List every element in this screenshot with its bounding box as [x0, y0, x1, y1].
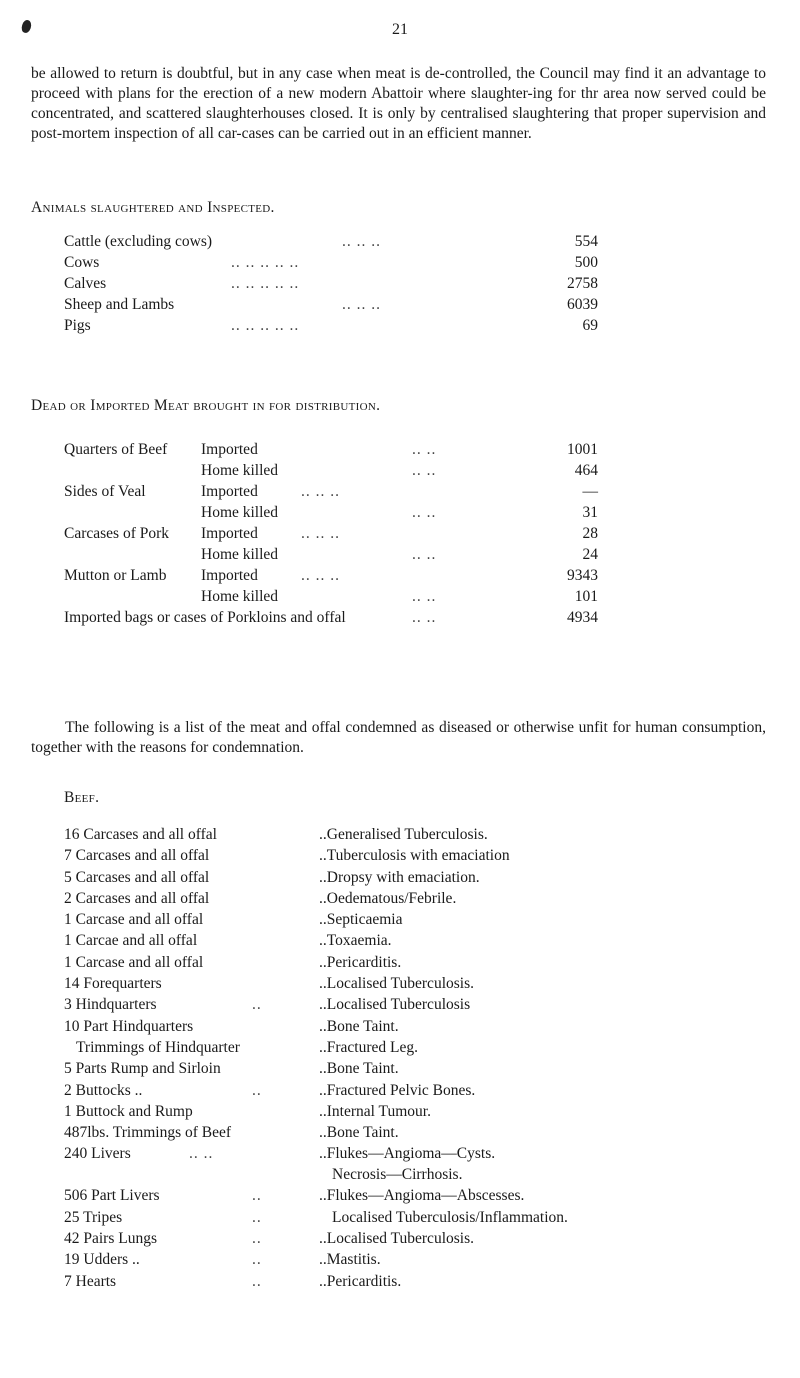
meat-type: Home killed [201, 546, 279, 563]
animal-count: 2758 [567, 275, 598, 292]
meat-type: Imported [201, 567, 258, 584]
meat-count: — [582, 483, 598, 500]
condemnation-reason: ..Dropsy with emaciation. [319, 868, 480, 886]
meat-count: 9343 [567, 567, 598, 584]
list-item [64, 1229, 764, 1250]
list-item [64, 1059, 764, 1080]
leader-dots: .. .. .. [301, 567, 340, 584]
meat-total-label: Imported bags or cases of Porkloins and offal [64, 609, 346, 626]
list-item [64, 825, 764, 846]
leader-dots: .. .. [189, 1145, 214, 1163]
condemned-item: 487lbs. Trimmings of Beef [64, 1124, 232, 1142]
meat-count: 28 [582, 525, 598, 542]
list-item [64, 1017, 764, 1038]
list-item [64, 868, 764, 889]
list-item [64, 974, 764, 995]
condemned-item: 14 Forequarters [64, 975, 162, 993]
condemnation-reason: Localised Tuberculosis/Inflammation. [332, 1208, 568, 1226]
meat-count: 24 [582, 546, 598, 563]
condemnation-reason: ..Internal Tumour. [319, 1102, 431, 1120]
condemned-item: 42 Pairs Lungs [64, 1230, 157, 1248]
condemnation-reason: ..Bone Taint. [319, 1060, 399, 1078]
leader-dots: .. .. [412, 609, 437, 626]
leader-dots: .. [252, 1081, 262, 1099]
condemned-item: 16 Carcases and all offal [64, 826, 217, 843]
animal-count: 69 [582, 317, 598, 334]
list-item [64, 482, 744, 503]
leader-dots: .. [252, 1230, 262, 1248]
condemned-item: 240 Livers [64, 1145, 131, 1163]
animal-label: Cows [64, 254, 100, 271]
condemnation-reason: ..Pericarditis. [319, 953, 402, 971]
list-item [64, 295, 744, 316]
condemned-item: 19 Udders .. [64, 1251, 140, 1269]
animal-label: Cattle (excluding cows) [64, 233, 213, 250]
leader-dots: .. .. [412, 588, 437, 605]
meat-category: Quarters of Beef [64, 441, 168, 458]
condemnation-reason: ..Oedematous/Febrile. [319, 889, 457, 907]
leader-dots: .. .. [412, 462, 437, 479]
animal-label: Pigs [64, 317, 91, 334]
list-item [64, 524, 744, 545]
list-item [64, 1081, 764, 1102]
animal-label: Calves [64, 275, 107, 292]
beef-list [64, 825, 764, 1293]
list-item [64, 953, 764, 974]
list-item [64, 608, 744, 629]
condemned-item: 1 Carcase and all offal [64, 911, 204, 929]
condemnation-reason: ..Bone Taint. [319, 1017, 399, 1035]
animal-label: Sheep and Lambs [64, 296, 175, 313]
leader-dots: .. .. .. [301, 525, 340, 542]
leader-dots: .. .. .. .. .. [231, 275, 300, 292]
list-item [64, 1250, 764, 1271]
meat-type: Imported [201, 525, 258, 542]
list-item [64, 931, 764, 952]
list-item [64, 503, 744, 524]
condemnation-reason: ..Mastitis. [319, 1251, 381, 1269]
list-item [64, 1186, 764, 1207]
meat-count: 101 [574, 588, 598, 605]
leader-dots: .. .. .. .. .. [231, 254, 300, 271]
meat-type: Home killed [201, 588, 279, 605]
meat-count: 464 [574, 462, 598, 479]
meat-count: 4934 [567, 609, 598, 626]
animal-count: 554 [574, 233, 598, 250]
list-item [64, 1123, 764, 1144]
meat-list [64, 440, 744, 629]
condemnation-reason: ..Tuberculosis with emaciation [319, 847, 510, 865]
condemnation-reason: ..Generalised Tuberculosis. [319, 826, 488, 843]
condemned-item: 7 Hearts [64, 1272, 117, 1290]
list-item [64, 1102, 764, 1123]
page-number: 21 [392, 21, 408, 38]
meat-type: Imported [201, 441, 258, 458]
list-item [64, 316, 744, 337]
condemned-item: 506 Part Livers [64, 1187, 160, 1205]
condemned-item: 7 Carcases and all offal [64, 847, 210, 865]
list-item [64, 440, 744, 461]
list-item [64, 253, 744, 274]
list-item [64, 889, 764, 910]
condemnation-reason: ..Pericarditis. [319, 1272, 402, 1290]
animals-heading: Animals slaughtered and Inspected. [31, 199, 275, 216]
condemnation-reason: ..Toxaemia. [319, 932, 392, 950]
leader-dots: .. .. .. [342, 296, 381, 313]
leader-dots: .. [252, 1272, 262, 1290]
list-item [64, 846, 764, 867]
condemnation-reason: ..Septicaemia [319, 911, 403, 929]
condemned-item: 1 Carcae and all offal [64, 932, 198, 950]
beef-heading: Beef. [64, 789, 100, 806]
list-item [64, 587, 744, 608]
condemned-item: 10 Part Hindquarters [64, 1017, 194, 1035]
condemnation-reason: ..Localised Tuberculosis [319, 996, 471, 1014]
condemnation-reason: ..Fractured Leg. [319, 1038, 418, 1056]
meat-count: 1001 [567, 441, 598, 458]
condemned-item: 5 Carcases and all offal [64, 868, 210, 886]
leader-dots: .. .. .. [342, 233, 381, 250]
leader-dots: .. [252, 1187, 262, 1205]
condemned-item: 2 Carcases and all offal [64, 889, 210, 907]
list-item [64, 910, 764, 931]
animal-count: 500 [574, 254, 598, 271]
intro-paragraph: be allowed to return is doubtful, but in any case when meat is de-controlled, the Council may find it an advantage to proceed with plans for the erection of a new modern Abattoir where slaughter-ing for thr area now served could be concentrated, and scattered slaughterhouses closed. It is only by centralised slaughtering that proper supervision and post-mortem inspection of all car-cases can be carried out in an efficient manner. [31, 65, 766, 143]
condemnation-reason: ..Localised Tuberculosis. [319, 1230, 474, 1248]
list-item [64, 1208, 764, 1229]
condemned-item: 1 Buttock and Rump [64, 1102, 193, 1120]
meat-category: Mutton or Lamb [64, 567, 167, 584]
condemnation-reason: ..Localised Tuberculosis. [319, 975, 474, 993]
list-item [64, 1038, 764, 1059]
animal-count: 6039 [567, 296, 598, 313]
condemnation-reason: ..Fractured Pelvic Bones. [319, 1081, 476, 1099]
leader-dots: .. [252, 1208, 262, 1226]
meat-count: 31 [582, 504, 598, 521]
leader-dots: .. .. .. .. .. [231, 317, 300, 334]
list-item [64, 566, 744, 587]
leader-dots: .. .. .. [301, 483, 340, 500]
condemnation-reason: ..Flukes—Angioma—Cysts. [319, 1145, 496, 1163]
list-item [64, 1144, 764, 1186]
condemned-item: 2 Buttocks .. [64, 1081, 143, 1099]
meat-category: Carcases of Pork [64, 525, 170, 542]
list-item [64, 461, 744, 482]
condemnation-reason-continued: Necrosis—Cirrhosis. [332, 1166, 463, 1184]
leader-dots: .. [252, 996, 262, 1014]
list-item [64, 1272, 764, 1293]
meat-type: Imported [201, 483, 258, 500]
condemned-item: 3 Hindquarters [64, 996, 157, 1014]
condemnation-reason: ..Bone Taint. [319, 1124, 399, 1142]
list-item [64, 274, 744, 295]
condemned-item: Trimmings of Hindquarter [76, 1038, 240, 1056]
condemned-item: 25 Tripes [64, 1208, 123, 1226]
condemned-intro-paragraph: The following is a list of the meat and offal condemned as diseased or otherwise unfit for human consumption, together with the reasons for condemnation. [31, 719, 766, 757]
leader-dots: .. .. [412, 441, 437, 458]
animals-list [64, 232, 744, 337]
condemnation-reason: ..Flukes—Angioma—Abscesses. [319, 1187, 525, 1205]
list-item [64, 545, 744, 566]
meat-category: Sides of Veal [64, 483, 146, 500]
leader-dots: .. .. [412, 504, 437, 521]
meat-heading: Dead or Imported Meat brought in for distribution. [31, 397, 381, 414]
list-item [64, 232, 744, 253]
condemned-item: 1 Carcase and all offal [64, 953, 204, 971]
condemned-item: 5 Parts Rump and Sirloin [64, 1060, 221, 1078]
leader-dots: .. .. [412, 546, 437, 563]
list-item [64, 995, 764, 1016]
leader-dots: .. [252, 1251, 262, 1269]
meat-type: Home killed [201, 504, 279, 521]
meat-type: Home killed [201, 462, 279, 479]
